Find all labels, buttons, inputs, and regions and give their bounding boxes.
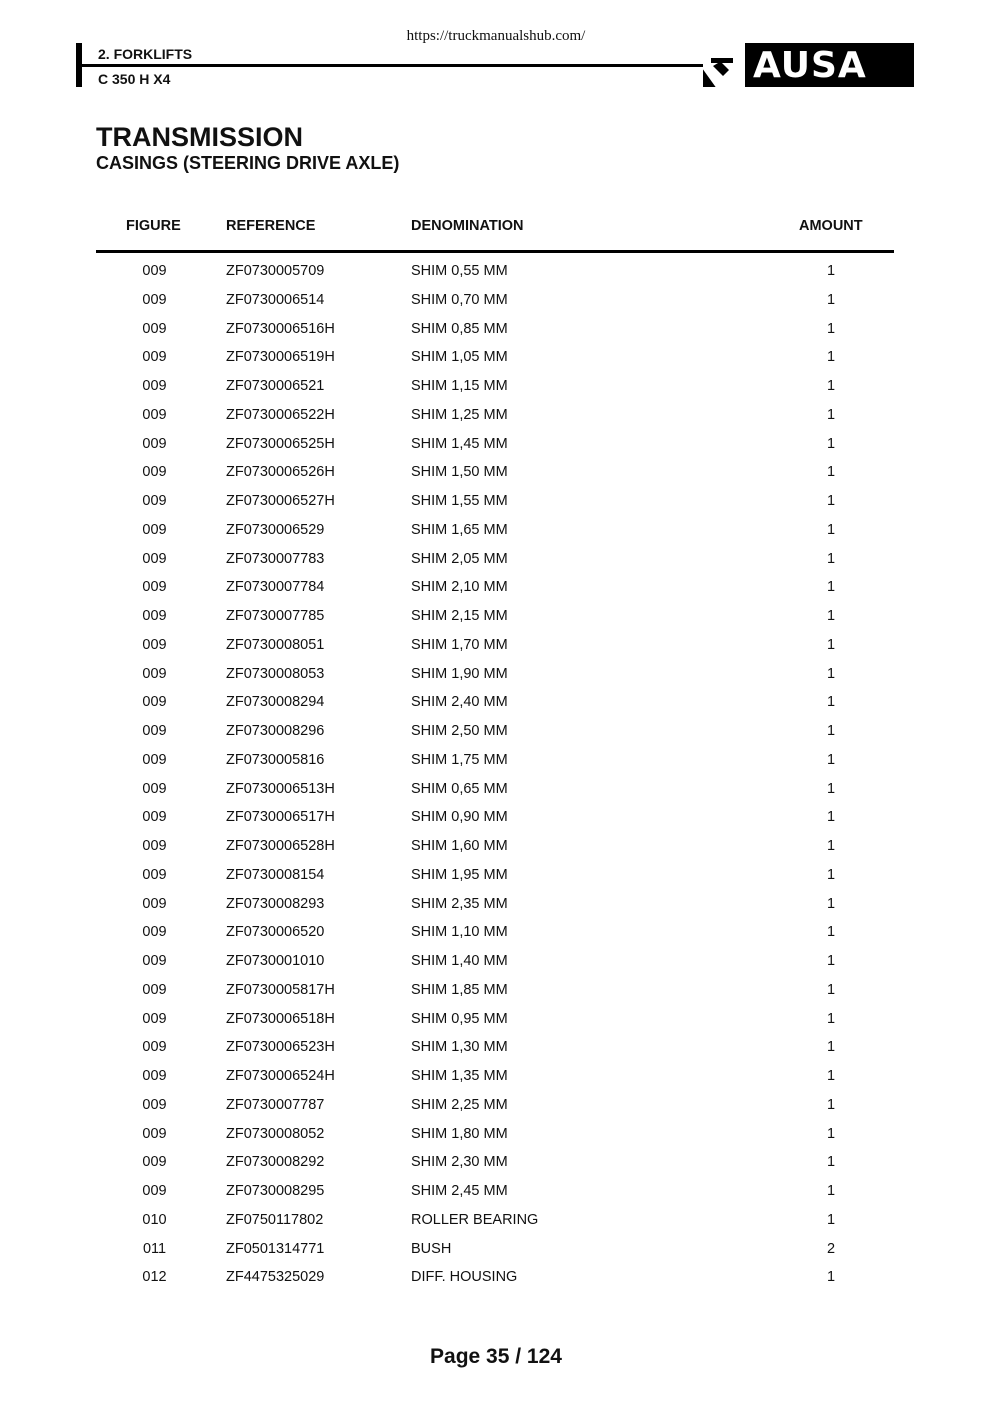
- cell-denomination: SHIM 1,60 MM: [411, 838, 508, 854]
- cell-denomination: SHIM 0,55 MM: [411, 263, 508, 279]
- cell-denomination: SHIM 1,15 MM: [411, 378, 508, 394]
- cell-denomination: DIFF. HOUSING: [411, 1269, 518, 1286]
- cell-denomination: SHIM 1,90 MM: [411, 665, 508, 682]
- cell-amount: 1: [826, 694, 836, 711]
- table-row: [96, 1062, 894, 1091]
- cell-denomination: SHIM 2,05 MM: [411, 550, 508, 567]
- cell-denomination: SHIM 0,95 MM: [411, 1010, 508, 1027]
- cell-figure: 009: [142, 1068, 167, 1084]
- cell-figure: 009: [142, 608, 167, 624]
- cell-figure: 009: [142, 895, 167, 912]
- cell-reference: ZF0730007784: [226, 579, 325, 596]
- cell-reference: ZF0501314771: [226, 1240, 325, 1257]
- source-url: https://truckmanualshub.com/: [406, 28, 586, 44]
- column-header-amount: AMOUNT: [799, 218, 863, 234]
- cell-reference: ZF0730006527H: [226, 493, 335, 509]
- table-row: [96, 573, 894, 602]
- cell-amount: 1: [826, 1068, 836, 1084]
- cell-reference: ZF0730007785: [226, 608, 325, 624]
- cell-amount: 1: [826, 493, 836, 509]
- cell-amount: 1: [826, 1183, 836, 1199]
- cell-amount: 1: [826, 579, 836, 596]
- cell-denomination: BUSH: [411, 1240, 452, 1257]
- cell-figure: 009: [142, 435, 167, 452]
- table-row: [96, 717, 894, 746]
- table-row: [96, 1033, 894, 1062]
- cell-denomination: SHIM 1,40 MM: [411, 953, 508, 969]
- cell-denomination: SHIM 1,85 MM: [411, 981, 508, 998]
- page-subtitle: CASINGS (STEERING DRIVE AXLE): [96, 153, 400, 173]
- page-title: TRANSMISSION: [96, 122, 304, 152]
- cell-figure: 009: [142, 1039, 167, 1056]
- cell-reference: ZF0730008294: [226, 694, 325, 711]
- table-row: [96, 372, 894, 401]
- cell-amount: 1: [826, 723, 836, 739]
- cell-denomination: SHIM 2,35 MM: [411, 895, 508, 912]
- cell-figure: 009: [142, 1154, 167, 1171]
- cell-figure: 009: [142, 1125, 167, 1142]
- table-row: [96, 1206, 894, 1235]
- cell-figure: 009: [142, 406, 167, 423]
- table-row: [96, 1148, 894, 1177]
- cell-reference: ZF0730006513H: [226, 780, 335, 797]
- table-row: [96, 516, 894, 545]
- cell-figure: 009: [142, 780, 167, 797]
- cell-amount: 1: [826, 1096, 836, 1113]
- cell-denomination: SHIM 1,35 MM: [411, 1068, 508, 1084]
- cell-denomination: SHIM 2,10 MM: [411, 579, 508, 596]
- cell-reference: ZF0730006525H: [226, 435, 335, 452]
- cell-figure: 009: [142, 809, 167, 826]
- cell-amount: 1: [826, 406, 836, 423]
- table-row: [96, 401, 894, 430]
- cell-denomination: SHIM 1,10 MM: [411, 924, 508, 941]
- table-row: [96, 976, 894, 1005]
- cell-denomination: SHIM 1,45 MM: [411, 435, 508, 452]
- cell-amount: 1: [826, 953, 836, 969]
- column-header-figure: FIGURE: [126, 218, 181, 234]
- table-row: [96, 1005, 894, 1034]
- cell-figure: 009: [142, 263, 167, 279]
- cell-figure: 009: [142, 493, 167, 509]
- cell-figure: 010: [142, 1211, 167, 1228]
- cell-reference: ZF0730008296: [226, 723, 325, 739]
- cell-reference: ZF0730006523H: [226, 1039, 335, 1056]
- cell-reference: ZF0730008295: [226, 1183, 325, 1199]
- cell-reference: ZF0730006517H: [226, 809, 335, 826]
- cell-reference: ZF0730008053: [226, 665, 325, 682]
- table-row: [96, 286, 894, 315]
- cell-denomination: SHIM 1,30 MM: [411, 1039, 508, 1056]
- cell-figure: 012: [142, 1269, 167, 1286]
- header-rule: [82, 64, 704, 67]
- table-row: [96, 803, 894, 832]
- table-row: [96, 947, 894, 976]
- cell-figure: 009: [142, 723, 167, 739]
- cell-reference: ZF0730006520: [226, 924, 325, 941]
- cell-denomination: SHIM 2,15 MM: [411, 608, 508, 624]
- cell-reference: ZF0730008293: [226, 895, 325, 912]
- cell-reference: ZF0730006516H: [226, 320, 335, 337]
- cell-figure: 009: [142, 349, 167, 366]
- table-row: [96, 487, 894, 516]
- cell-denomination: SHIM 2,40 MM: [411, 694, 508, 711]
- cell-figure: 009: [142, 981, 167, 998]
- cell-denomination: SHIM 0,90 MM: [411, 809, 508, 826]
- cell-amount: 1: [826, 838, 836, 854]
- logo-text: AUSA: [753, 45, 867, 86]
- cell-amount: 1: [826, 435, 836, 452]
- cell-reference: ZF0730006528H: [226, 838, 335, 854]
- ausa-logo: [703, 43, 914, 87]
- cell-figure: 009: [142, 464, 167, 481]
- cell-amount: 1: [826, 1154, 836, 1171]
- cell-reference: ZF0730006518H: [226, 1010, 335, 1027]
- cell-amount: 1: [826, 378, 836, 394]
- cell-figure: 009: [142, 1096, 167, 1113]
- cell-reference: ZF0730008052: [226, 1125, 325, 1142]
- table-row: [96, 660, 894, 689]
- parts-table-body: [96, 257, 894, 1292]
- cell-reference: ZF0730006522H: [226, 406, 335, 423]
- cell-amount: 1: [826, 866, 836, 883]
- table-row: [96, 602, 894, 631]
- cell-denomination: SHIM 1,65 MM: [411, 521, 508, 538]
- cell-denomination: ROLLER BEARING: [411, 1211, 539, 1228]
- cell-amount: 1: [826, 550, 836, 567]
- cell-reference: ZF0730006526H: [226, 464, 335, 481]
- model-label: C 350 H X4: [98, 71, 171, 87]
- cell-reference: ZF0730001010: [226, 953, 325, 969]
- cell-amount: 1: [826, 780, 836, 797]
- cell-reference: ZF0730005817H: [226, 981, 335, 998]
- cell-reference: ZF0730006514: [226, 291, 325, 308]
- cell-amount: 1: [826, 924, 836, 941]
- table-row: [96, 1263, 894, 1292]
- table-row: [96, 1120, 894, 1149]
- table-row: [96, 430, 894, 459]
- cell-figure: 009: [142, 953, 167, 969]
- cell-denomination: SHIM 1,55 MM: [411, 493, 508, 509]
- cell-denomination: SHIM 2,30 MM: [411, 1154, 508, 1171]
- cell-denomination: SHIM 1,50 MM: [411, 464, 508, 481]
- table-row: [96, 688, 894, 717]
- table-row: [96, 861, 894, 890]
- cell-amount: 1: [826, 1269, 836, 1286]
- cell-amount: 2: [826, 1240, 836, 1257]
- cell-figure: 009: [142, 1010, 167, 1027]
- cell-amount: 1: [826, 521, 836, 538]
- cell-reference: ZF0730005816: [226, 751, 325, 768]
- cell-amount: 1: [826, 1211, 836, 1228]
- ausa-logo-icon: [703, 43, 745, 87]
- cell-amount: 1: [826, 636, 836, 653]
- table-row: [96, 1177, 894, 1206]
- cell-reference: ZF0730007783: [226, 550, 325, 567]
- cell-figure: 009: [142, 320, 167, 337]
- table-row: [96, 1091, 894, 1120]
- cell-amount: 1: [826, 1125, 836, 1142]
- cell-figure: 009: [142, 924, 167, 941]
- cell-amount: 1: [826, 464, 836, 481]
- table-row: [96, 343, 894, 372]
- table-row: [96, 315, 894, 344]
- cell-reference: ZF0730008292: [226, 1154, 325, 1171]
- table-header: [96, 218, 894, 253]
- cell-denomination: SHIM 1,80 MM: [411, 1125, 508, 1142]
- table-row: [96, 631, 894, 660]
- table-row: [96, 1235, 894, 1264]
- cell-denomination: SHIM 1,95 MM: [411, 866, 508, 883]
- cell-reference: ZF0730007787: [226, 1096, 325, 1113]
- cell-denomination: SHIM 0,85 MM: [411, 320, 508, 337]
- cell-reference: ZF0730006529: [226, 521, 325, 538]
- cell-figure: 009: [142, 521, 167, 538]
- section-label: 2. FORKLIFTS: [98, 46, 193, 62]
- cell-figure: 009: [142, 838, 167, 854]
- cell-denomination: SHIM 0,70 MM: [411, 291, 508, 308]
- cell-reference: ZF0750117802: [226, 1211, 324, 1228]
- table-row: [96, 257, 894, 286]
- cell-figure: 011: [142, 1240, 167, 1257]
- cell-denomination: SHIM 1,70 MM: [411, 636, 508, 653]
- cell-figure: 009: [142, 694, 167, 711]
- column-header-denomination: DENOMINATION: [411, 218, 524, 234]
- cell-amount: 1: [826, 1039, 836, 1056]
- cell-figure: 009: [142, 579, 167, 596]
- cell-amount: 1: [826, 349, 836, 366]
- cell-amount: 1: [826, 895, 836, 912]
- cell-denomination: SHIM 2,50 MM: [411, 723, 508, 739]
- cell-denomination: SHIM 1,25 MM: [411, 406, 508, 423]
- cell-denomination: SHIM 2,45 MM: [411, 1183, 508, 1199]
- cell-denomination: SHIM 2,25 MM: [411, 1096, 508, 1113]
- cell-figure: 009: [142, 378, 167, 394]
- page-number: Page 35 / 124: [430, 1345, 562, 1368]
- cell-reference: ZF0730008051: [226, 636, 325, 653]
- cell-amount: 1: [826, 751, 836, 768]
- cell-amount: 1: [826, 291, 836, 308]
- cell-amount: 1: [826, 809, 836, 826]
- cell-amount: 1: [826, 981, 836, 998]
- table-row: [96, 832, 894, 861]
- cell-denomination: SHIM 0,65 MM: [411, 780, 508, 797]
- cell-reference: ZF0730008154: [226, 866, 325, 883]
- table-row: [96, 458, 894, 487]
- cell-figure: 009: [142, 1183, 167, 1199]
- cell-denomination: SHIM 1,75 MM: [411, 751, 508, 768]
- cell-figure: 009: [142, 866, 167, 883]
- cell-figure: 009: [142, 636, 167, 653]
- cell-figure: 009: [142, 751, 167, 768]
- cell-reference: ZF0730006521: [226, 378, 325, 394]
- cell-reference: ZF0730006519H: [226, 349, 335, 366]
- table-row: [96, 890, 894, 919]
- table-row: [96, 918, 894, 947]
- cell-figure: 009: [142, 665, 167, 682]
- cell-reference: ZF0730005709: [226, 263, 325, 279]
- cell-amount: 1: [826, 608, 836, 624]
- cell-amount: 1: [826, 320, 836, 337]
- cell-amount: 1: [826, 263, 836, 279]
- table-row: [96, 545, 894, 574]
- cell-reference: ZF4475325029: [226, 1269, 325, 1286]
- table-row: [96, 746, 894, 775]
- column-header-reference: REFERENCE: [226, 218, 316, 234]
- cell-figure: 009: [142, 550, 167, 567]
- cell-figure: 009: [142, 291, 167, 308]
- cell-amount: 1: [826, 665, 836, 682]
- cell-reference: ZF0730006524H: [226, 1068, 335, 1084]
- cell-amount: 1: [826, 1010, 836, 1027]
- cell-denomination: SHIM 1,05 MM: [411, 349, 508, 366]
- table-row: [96, 775, 894, 804]
